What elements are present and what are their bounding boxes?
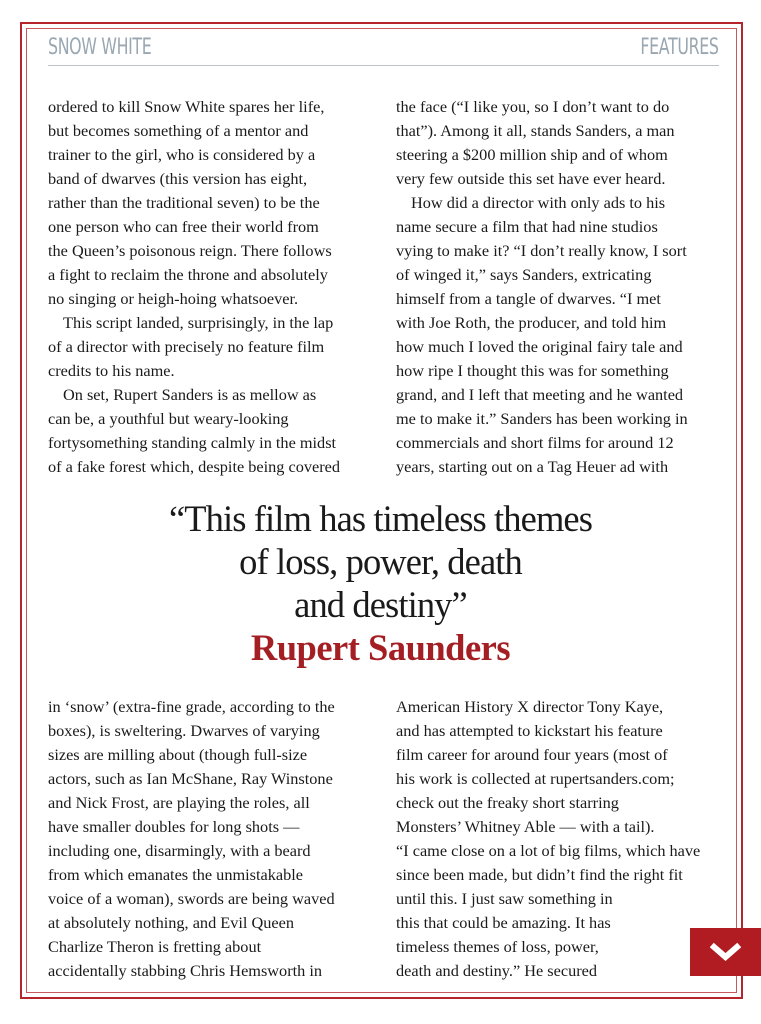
text-line: how much I loved the original fairy tale and	[396, 337, 683, 356]
page-header	[48, 33, 719, 66]
text-line: trainer to the girl, who is considered by a	[48, 145, 316, 164]
column-bottom-left	[48, 695, 372, 983]
text-line: that”). Among it all, stands Sanders, a man	[396, 121, 675, 140]
text-line: ordered to kill Snow White spares her life,	[48, 97, 325, 116]
text-line: from which emanates the unmistakable	[48, 865, 303, 884]
text-line: credits to his name.	[48, 361, 175, 380]
text-line: vying to make it? “I don’t really know, I sort	[396, 241, 687, 260]
text-line: name secure a film that had nine studios	[396, 217, 658, 236]
text-line: a fight to reclaim the throne and absolutely	[48, 265, 328, 284]
text-line: sizes are milling about (though full-size	[48, 745, 308, 764]
pull-quote-line: of loss, power, death	[239, 541, 522, 582]
text-line: and Nick Frost, are playing the roles, all	[48, 793, 310, 812]
text-line: film career for around four years (most of	[396, 745, 668, 764]
text-line: grand, and I left that meeting and he wanted	[396, 385, 684, 404]
text-line: band of dwarves (this version has eight,	[48, 169, 308, 188]
pull-quote	[60, 497, 701, 669]
chevron-down-icon	[690, 928, 761, 976]
text-line: voice of a woman), swords are being waved	[48, 889, 335, 908]
text-line: check out the freaky short starring	[396, 793, 619, 812]
text-line: how ripe I thought this was for something	[396, 361, 669, 380]
next-page-button[interactable]	[690, 928, 761, 976]
text-line: How did a director with only ads to his	[411, 193, 666, 212]
text-line: this that could be amazing. It has	[396, 913, 611, 932]
text-line: actors, such as Ian McShane, Ray Winstone	[48, 769, 333, 788]
text-line: the face (“I like you, so I don’t want to do	[396, 97, 670, 116]
column-top-left	[48, 95, 372, 479]
text-line: the Queen’s poisonous reign. There follows	[48, 241, 332, 260]
section-title: SNOW WHITE	[48, 35, 152, 60]
text-line: of a fake forest which, despite being covered	[48, 457, 341, 476]
text-line: accidentally stabbing Chris Hemsworth in	[48, 961, 323, 980]
text-line: one person who can free their world from	[48, 217, 319, 236]
text-line: his work is collected at rupertsanders.com;	[396, 769, 675, 788]
text-line: at absolutely nothing, and Evil Queen	[48, 913, 294, 932]
text-line: commercials and short films for around 12	[396, 433, 674, 452]
text-line: of winged it,” says Sanders, extricating	[396, 265, 652, 284]
text-line: have smaller doubles for long shots —	[48, 817, 300, 836]
pull-quote-line: “This film has timeless themes	[168, 498, 593, 539]
category-label: FEATURES	[640, 35, 719, 60]
text-line: with Joe Roth, the producer, and told him	[396, 313, 667, 332]
text-line: “I came close on a lot of big films, which have	[396, 841, 701, 860]
text-line: death and destiny.” He secured	[396, 961, 598, 980]
text-line: including one, disarmingly, with a beard	[48, 841, 311, 860]
text-line: of a director with precisely no feature film	[48, 337, 325, 356]
text-line: very few outside this set have ever heard.	[396, 169, 666, 188]
text-line: until this. I just saw something in	[396, 889, 613, 908]
text-line: since been made, but didn’t find the right fit	[396, 865, 683, 884]
text-line: On set, Rupert Sanders is as mellow as	[63, 385, 317, 404]
pull-quote-attribution: Rupert Saunders	[250, 627, 511, 668]
text-line: himself from a tangle of dwarves. “I met	[396, 289, 661, 308]
text-line: Charlize Theron is fretting about	[48, 937, 262, 956]
text-line: years, starting out on a Tag Heuer ad with	[396, 457, 669, 476]
text-line: Monsters’ Whitney Able — with a tail).	[396, 817, 655, 836]
text-line: can be, a youthful but weary-looking	[48, 409, 289, 428]
pull-quote-line: and destiny”	[294, 584, 467, 625]
text-line: no singing or heigh-hoing whatsoever.	[48, 289, 299, 308]
text-line: timeless themes of loss, power,	[396, 937, 599, 956]
text-line: boxes), is sweltering. Dwarves of varying	[48, 721, 320, 740]
text-line: fortysomething standing calmly in the midst	[48, 433, 337, 452]
text-line: American History X director Tony Kaye,	[396, 697, 664, 716]
text-line: in ‘snow’ (extra-fine grade, according to the	[48, 697, 335, 716]
text-line: rather than the traditional seven) to be the	[48, 193, 320, 212]
text-line: but becomes something of a mentor and	[48, 121, 309, 140]
text-line: and has attempted to kickstart his feature	[396, 721, 663, 740]
column-bottom-right	[396, 695, 720, 983]
column-top-right	[396, 95, 720, 479]
text-line: steering a $200 million ship and of whom	[396, 145, 668, 164]
text-line: This script landed, surprisingly, in the lap	[63, 313, 334, 332]
text-line: me to make it.” Sanders has been working in	[396, 409, 688, 428]
